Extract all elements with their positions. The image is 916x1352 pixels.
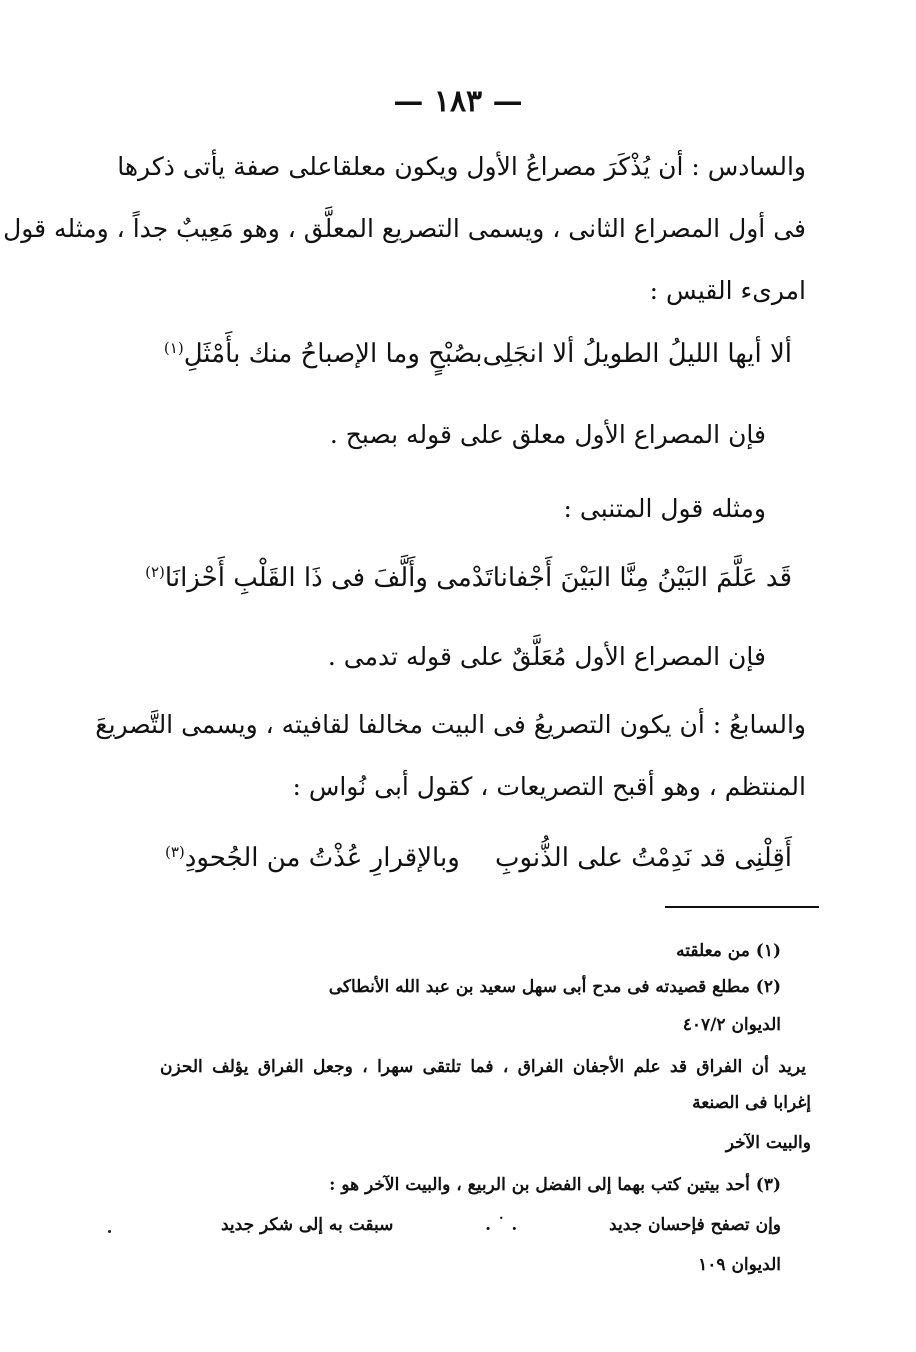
footnote-2-explanation-cont: إغرابا فى الصنعة	[692, 1093, 811, 1113]
body-line-4: فإن المصراع الأول معلق على قوله بصبح .	[329, 420, 766, 449]
footnote-3-verse-separator: . ˙ .	[485, 1215, 518, 1235]
footnote-separator	[665, 906, 819, 908]
verse-2-first-hemistich: قَد عَلَّمَ البَيْنُ مِنَّا البَيْنَ أَجْفانا	[492, 563, 792, 593]
footnote-3-verse-second: سبقت به إلى شكر جديد	[221, 1215, 394, 1235]
body-line-2: فى أول المصراع الثانى ، ويسمى التصريع المعلَّق ، وهو مَعِيبٌ جداً ، ومثله قول	[3, 214, 806, 243]
verse-1-second-text: بصُبْحٍ وما الإصباحُ منك بأَمْثَلِ	[183, 339, 483, 369]
footnote-3-verse	[221, 1212, 781, 1238]
footnote-2-source: الديوان ٤٠٧/٢	[682, 1015, 781, 1035]
verse-mutanabbi	[145, 560, 792, 596]
page-number: — ١٨٣ —	[393, 84, 523, 119]
verse-abu-nuwas	[165, 840, 792, 876]
footnote-2-explanation: يريد أن الفراق قد علم الأجفان الفراق ، فما تلتقى سهرا ، وجعل الفراق يؤلف الحزن	[160, 1057, 806, 1077]
verse-imru-al-qais	[165, 336, 792, 372]
footnote-1: (١) من معلقته	[676, 941, 781, 961]
footnote-3-verse-first: وإن تصفح فإحسان جديد	[609, 1215, 781, 1235]
body-line-5: ومثله قول المتنبى :	[563, 494, 766, 523]
body-line-1: والسادس : أن يُذْكَرَ مصراعُ الأول ويكون معلقاعلى صفة يأتى ذكرها	[117, 152, 806, 181]
verse-1-first-hemistich: ألا أيها الليلُ الطويلُ ألا انجَلِى	[482, 339, 792, 369]
verse-3-first-hemistich: أَقِلْنِى قد نَدِمْتُ على الذُّنوبِ	[495, 843, 792, 873]
footnote-ref-2: (٢)	[145, 563, 165, 581]
body-line-8: المنتظم ، وهو أقبح التصريعات ، كقول أبى نُواس :	[292, 772, 806, 801]
body-line-3: امرىء القيس :	[649, 276, 806, 305]
verse-2-second-hemistich	[145, 560, 493, 596]
footnote-2: (٢) مطلع قصيدته فى مدح أبى سهل سعيد بن عبد الله الأنطاكى	[328, 977, 781, 997]
verse-3-second-text: وبالإقرارِ عُذْتُ من الجُحودِ	[184, 843, 460, 873]
body-line-7: والسابعُ : أن يكون التصريعُ فى البيت مخالفا لقافيته ، ويسمى التَّصريعَ	[95, 710, 806, 739]
scan-speck	[108, 1230, 111, 1233]
verse-3-second-hemistich	[165, 840, 460, 876]
footnote-3: (٣) أحد بيتين كتب بهما إلى الفضل بن الربيع ، والبيت الآخر هو :	[329, 1175, 781, 1195]
footnote-3-source: الديوان ١٠٩	[698, 1255, 781, 1275]
footnote-ref-3: (٣)	[165, 843, 185, 861]
footnote-2-other-verse: والبيت الآخر	[725, 1133, 811, 1153]
body-line-6: فإن المصراع الأول مُعَلَّقٌ على قوله تدمى .	[327, 642, 766, 671]
footnote-ref-1: (١)	[163, 339, 184, 357]
verse-1-second-hemistich	[164, 336, 483, 372]
verse-2-second-text: تَدْمى وأَلَّفَ فى ذَا القَلْبِ أَحْزانَا	[164, 563, 493, 593]
